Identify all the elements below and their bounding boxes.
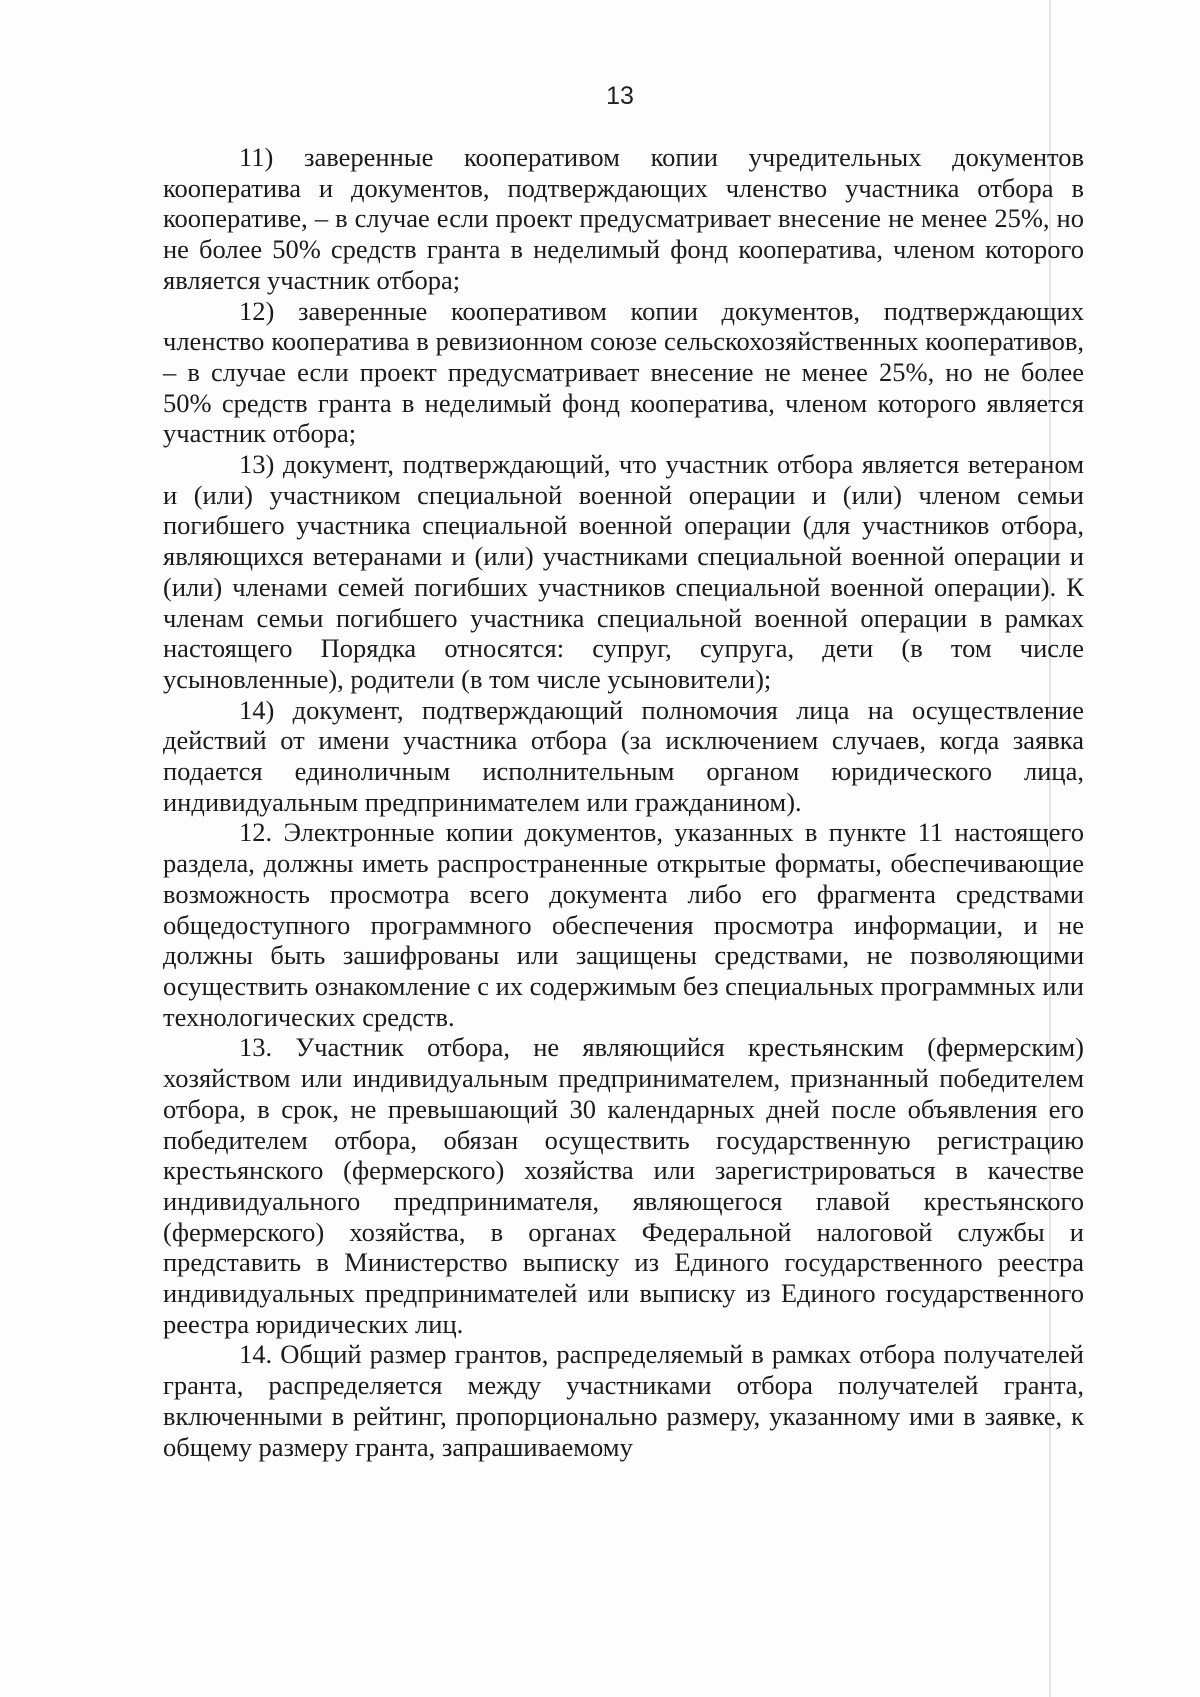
paragraph-item-14: 14) документ, подтверждающий полномочия лица на осуществление действий от имени участника отбора (за исключением случаев, когда заявка подается единоличным исполнительным органом юридического лица, индивидуальным предпринимателем или гражданином). (163, 694, 1084, 817)
paragraph-point-14: 14. Общий размер грантов, распределяемый в рамках отбора получателей гранта, распределяется между участниками отбора получателей гранта, включенными в рейтинг, пропорционально размеру, указанному ими в заявке, к общему размеру гранта, запрашиваемому (163, 1339, 1084, 1462)
paragraph-item-13: 13) документ, подтверждающий, что участник отбора является ветераном и (или) участником специальной военной операции и (или) членом семьи погибшего участника специальной военной операции (для участников отбора, являющихся ветеранами и (или) участниками специальной военной операции и (или) членами семей погибших участников специальной военной операции). К членам семьи погибшего участника специальной военной операции в рамках настоящего Порядка относятся: супруг, супруга, дети (в том числе усыновленные), родители (в том числе усыновители); (163, 449, 1084, 694)
paragraph-point-12: 12. Электронные копии документов, указанных в пункте 11 настоящего раздела, должны иметь распространенные открытые форматы, обеспечивающие возможность просмотра всего документа либо его фрагмента средствами общедоступного программного обеспечения просмотра информации, и не должны быть зашифрованы или защищены средствами, не позволяющими осуществить ознакомление с их содержимым без специальных программных или технологических средств. (163, 817, 1084, 1032)
paragraph-item-12: 12) заверенные кооперативом копии документов, подтверждающих членство кооператива в ревизионном союзе сельскохозяйственных кооперативов, – в случае если проект предусматривает внесение не менее 25%, но не более 50% средств гранта в неделимый фонд кооператива, членом которого является участник отбора; (163, 295, 1084, 449)
page-number: 13 (606, 82, 634, 110)
document-body (163, 142, 1084, 1462)
paragraph-point-13: 13. Участник отбора, не являющийся крестьянским (фермерским) хозяйством или индивидуальным предпринимателем, признанный победителем отбора, в срок, не превышающий 30 календарных дней после объявления его победителем отбора, обязан осуществить государственную регистрацию крестьянского (фермерского) хозяйства или зарегистрироваться в качестве индивидуального предпринимателя, являющегося главой крестьянского (фермерского) хозяйства, в органах Федеральной налоговой службы и представить в Министерство выписку из Единого государственного реестра индивидуальных предпринимателей или выписку из Единого государственного реестра юридических лиц. (163, 1032, 1084, 1339)
paragraph-item-11: 11) заверенные кооперативом копии учредительных документов кооператива и документов, подтверждающих членство участника отбора в кооперативе, – в случае если проект предусматривает внесение не менее 25%, но не более 50% средств гранта в неделимый фонд кооператива, членом которого является участник отбора; (163, 142, 1084, 295)
